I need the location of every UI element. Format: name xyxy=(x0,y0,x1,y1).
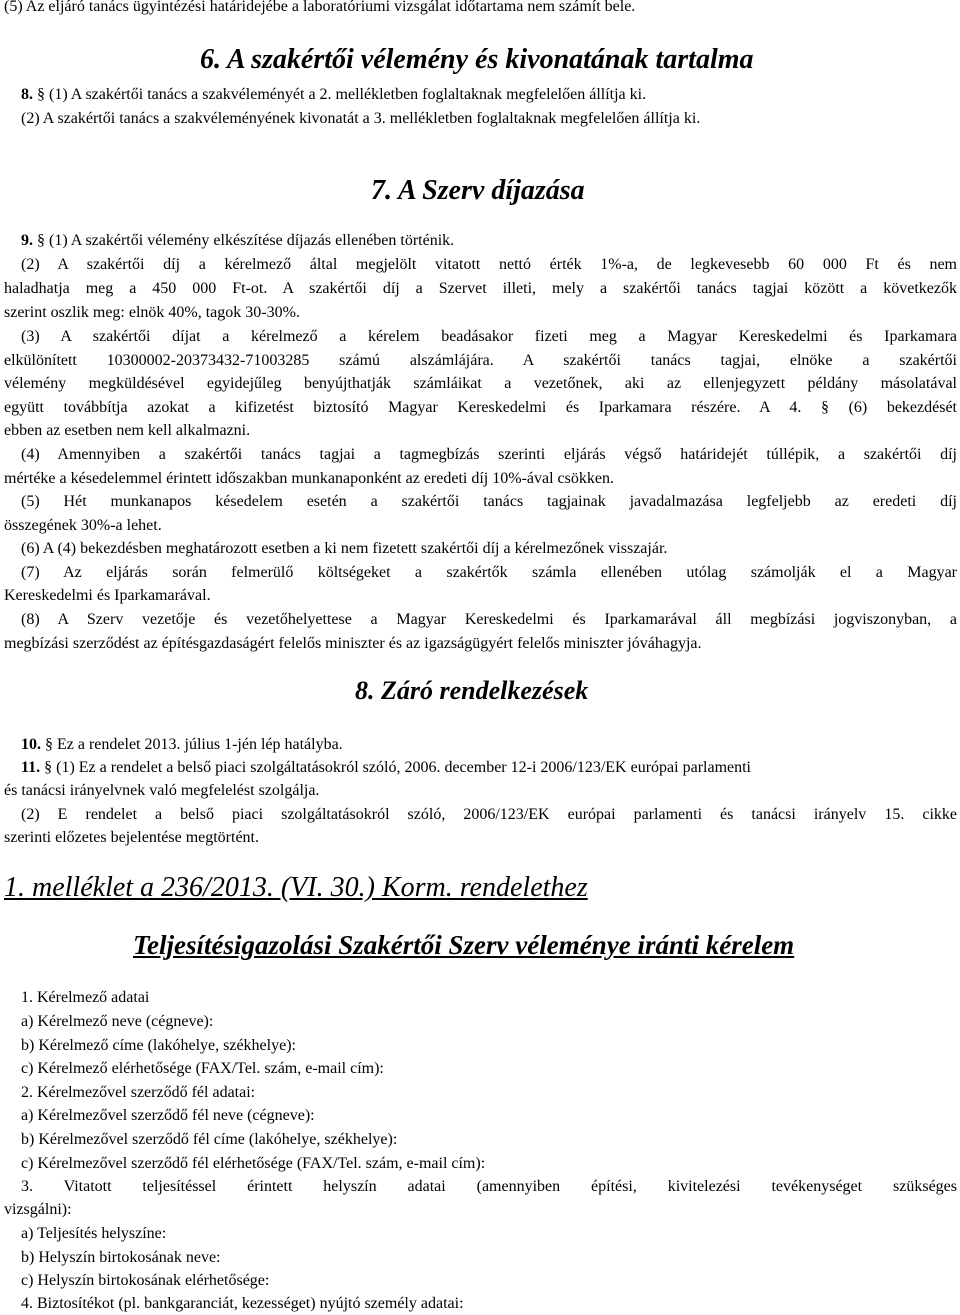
paragraph-line: Kereskedelmi és Iparkamarával. xyxy=(4,587,211,604)
form-item: b) Helyszín birtokosának neve: xyxy=(21,1249,221,1266)
paragraph-line: összegének 30%-a lehet. xyxy=(4,517,162,534)
form-item: 2. Kérelmezővel szerződő fél adatai: xyxy=(21,1084,256,1101)
paragraph-text: § Ez a rendelet 2013. július 1-jén lép hatályba. xyxy=(45,736,343,753)
paragraph-line: (8) A Szerv vezetője és vezetőhelyettese a Magyar Kereskedelmi és Iparkamarával áll megbízási jogviszonyban, a xyxy=(21,611,957,628)
paragraph-line: (7) Az eljárás során felmerülő költségeket a szakértők számla ellenében utólag számolják el a Magyar xyxy=(21,564,957,581)
paragraph-line: együtt továbbítja azokat a kifizetést biztosító Magyar Kereskedelmi és Iparkamara részére. A 4. § (6) bekezdését xyxy=(4,399,957,416)
form-item: 1. Kérelmező adatai xyxy=(21,989,150,1006)
paragraph-line: (4) Amennyiben a szakértői tanács tagjai a tagmegbízás szerinti eljárás végső határidejét túllépik, a szakértői díj xyxy=(21,446,957,463)
form-item: a) Teljesítés helyszíne: xyxy=(21,1225,167,1242)
paragraph-10 xyxy=(21,735,343,755)
section-heading-7: 7. A Szerv díjazása xyxy=(371,175,585,206)
paragraph-line: (2) E rendelet a belső piaci szolgáltatásokról szóló, 2006/123/EK európai parlamenti és tanácsi irányelv 15. cikke xyxy=(21,806,957,823)
form-item: a) Kérelmezővel szerződő fél neve (cégneve): xyxy=(21,1107,315,1124)
paragraph-line: elkülönített 10300002-20373432-71003285 számú alszámlájára. A szakértői tanács tagjai, elnöke a szakértői xyxy=(4,352,957,369)
paragraph-text: § (1) A szakértői tanács a szakvéleményét a 2. mellékletben foglaltaknak megfelelően állítja ki. xyxy=(37,86,647,103)
paragraph-11-1 xyxy=(21,758,751,778)
paragraph-text: § (1) Ez a rendelet a belső piaci szolgáltatásokról szóló, 2006. december 12-i 2006/123/EK európai parlamenti xyxy=(44,759,751,776)
paragraph-line: mértéke a késedelemmel érintett időszakban munkanaponként az eredeti díj 10%-ával csökken. xyxy=(4,470,614,487)
paragraph-line: ebben az esetben nem kell alkalmazni. xyxy=(4,422,251,439)
paragraph-line: és tanácsi irányelvnek való megfelelést szolgálja. xyxy=(4,782,320,799)
form-item: c) Helyszín birtokosának elérhetősége: xyxy=(21,1272,270,1289)
paragraph-line: haladhatja meg a 450 000 Ft-ot. A szakértői díj a Szervet illeti, mely a szakértői tanács tagjai között a következők xyxy=(4,280,957,297)
paragraph-line: szerinti előzetes bejelentése megtörtént. xyxy=(4,829,259,846)
form-item: a) Kérelmező neve (cégneve): xyxy=(21,1013,214,1030)
form-item: c) Kérelmező elérhetősége (FAX/Tel. szám, e-mail cím): xyxy=(21,1060,384,1077)
section-number: 11. xyxy=(21,759,41,776)
section-number: 8. xyxy=(21,86,33,103)
form-item: 4. Biztosítékot (pl. bankgaranciát, kezességet) nyújtó személy adatai: xyxy=(21,1295,464,1312)
paragraph-line: vélemény megküldésével egyidejűleg benyújthatják számláikat a vezetőnek, aki az ellenjegyzett példány másolatával xyxy=(4,375,957,392)
form-title: Teljesítésigazolási Szakértői Szerv véleménye iránti kérelem xyxy=(133,930,795,960)
paragraph-line: (5) Az eljáró tanács ügyintézési határidejébe a laboratóriumi vizsgálat időtartama nem számít bele. xyxy=(4,0,636,15)
paragraph-line: (2) A szakértői tanács a szakvéleményének kivonatát a 3. mellékletben foglaltaknak megfelelően állítja ki. xyxy=(21,110,701,127)
section-heading-8: 8. Záró rendelkezések xyxy=(355,676,589,705)
form-item: 3. Vitatott teljesítéssel érintett helyszín adatai (amennyiben építési, kivitelezési tevékenységet szükséges xyxy=(21,1178,957,1195)
section-number: 10. xyxy=(21,736,41,753)
paragraph-line: szerint oszlik meg: elnök 40%, tagok 30-30%. xyxy=(4,304,300,321)
paragraph-line: (2) A szakértői díj a kérelmező által megjelölt vitatott nettó érték 1%-a, de legkevesebb 60 000 Ft és nem xyxy=(21,256,957,273)
paragraph-line: (5) Hét munkanapos késedelem esetén a szakértői tanács tagjainak javadalmazása legfeljebb az eredeti díj xyxy=(21,493,957,510)
form-item: b) Kérelmezővel szerződő fél címe (lakóhelye, székhelye): xyxy=(21,1131,398,1148)
annex-title: 1. melléklet a 236/2013. (VI. 30.) Korm. rendelethez xyxy=(4,872,588,903)
paragraph-8-1 xyxy=(21,85,646,105)
paragraph-line: megbízási szerződést az építésgazdaságért felelős miniszter és az igazságügyért felelős miniszter jóváhagyja. xyxy=(4,635,702,652)
paragraph-text: § (1) A szakértői vélemény elkészítése díjazás ellenében történik. xyxy=(37,232,455,249)
paragraph-line: (6) A (4) bekezdésben meghatározott esetben a ki nem fizetett szakértői díj a kérelmezőnek visszajár. xyxy=(21,540,668,557)
form-item: b) Kérelmező címe (lakóhelye, székhelye): xyxy=(21,1037,296,1054)
paragraph-line: (3) A szakértői díjat a kérelmező a kérelem beadásakor fizeti meg a Magyar Kereskedelmi és Iparkamara xyxy=(21,328,957,345)
paragraph-9-1 xyxy=(21,231,454,251)
form-item: vizsgálni): xyxy=(4,1201,72,1218)
form-item: c) Kérelmezővel szerződő fél elérhetősége (FAX/Tel. szám, e-mail cím): xyxy=(21,1155,486,1172)
section-number: 9. xyxy=(21,232,33,249)
section-heading-6: 6. A szakértői vélemény és kivonatának tartalma xyxy=(200,44,754,75)
